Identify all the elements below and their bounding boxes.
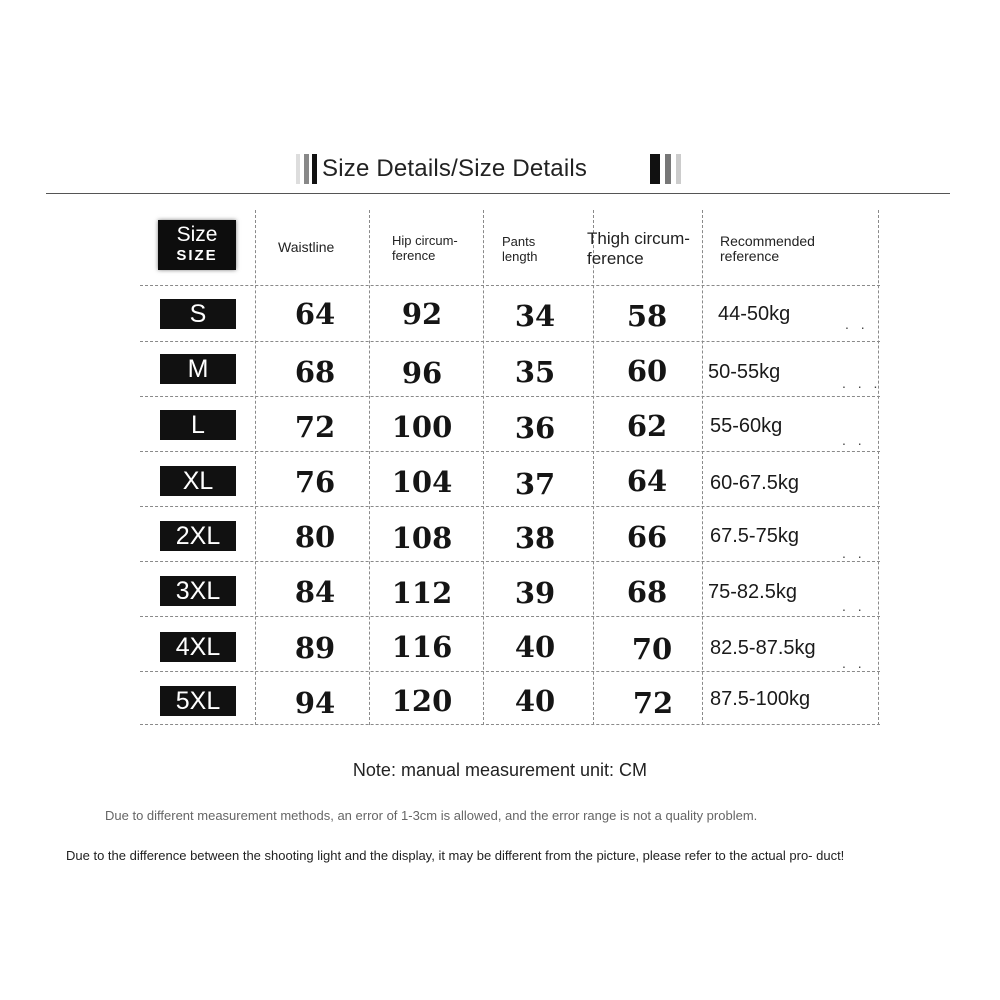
weight-reference: 55-60kg	[710, 415, 783, 437]
pants-value: 34	[514, 299, 556, 333]
recommended-header	[720, 234, 815, 264]
pants-value: 39	[514, 576, 556, 610]
thigh-header	[587, 229, 690, 269]
size-label: XL	[160, 466, 236, 496]
row-divider	[140, 561, 880, 562]
hip-value: 112	[391, 576, 453, 610]
thigh-value: 64	[626, 464, 668, 498]
measurement-note: Note: manual measurement unit: CM	[352, 760, 648, 780]
weight-reference: 50-55kg	[708, 361, 781, 383]
row-divider	[140, 451, 880, 452]
pants-value: 37	[514, 467, 556, 501]
weight-reference: 60-67.5kg	[710, 472, 799, 494]
hip-value: 120	[391, 684, 453, 718]
thigh-header-line1: Thigh circum-	[587, 229, 690, 248]
pants-length-header	[502, 234, 537, 264]
title-divider	[46, 193, 950, 194]
color-disclaimer: Due to the difference between the shooting light and the display, it may be different from the picture, please refer to the actual pro- duct!	[66, 848, 845, 863]
pants-value: 36	[514, 411, 556, 445]
rec-header-line2: reference	[720, 248, 780, 264]
size-label: 2XL	[160, 521, 236, 551]
size-label: 3XL	[160, 576, 236, 606]
weight-reference: 75-82.5kg	[708, 581, 797, 603]
pants-value: 40	[514, 684, 556, 718]
size-label: 5XL	[160, 686, 236, 716]
weight-reference: 87.5-100kg	[710, 688, 811, 710]
size-label: L	[160, 410, 236, 440]
title-bar	[0, 150, 1000, 190]
speck-marks: . .	[842, 432, 866, 448]
waist-value: 72	[294, 410, 336, 444]
hip-value: 104	[391, 465, 453, 499]
waistline-header: Waistline	[278, 239, 335, 255]
waist-value: 68	[294, 355, 336, 389]
size-header-bottom: SIZE	[176, 247, 218, 264]
hip-value: 92	[401, 297, 443, 331]
waist-value: 94	[294, 686, 336, 720]
hip-value: 108	[391, 521, 453, 555]
hip-header-line2: ference	[392, 248, 436, 263]
thigh-value: 70	[631, 632, 673, 666]
pants-value: 40	[514, 630, 556, 664]
pants-value: 35	[514, 355, 556, 389]
waist-value: 84	[294, 575, 336, 609]
rec-header-line1: Recommended	[720, 233, 815, 249]
size-header-top: Size	[176, 223, 218, 246]
hip-header	[392, 233, 458, 263]
row-divider	[140, 506, 880, 507]
speck-marks: . .	[842, 598, 866, 614]
waist-value: 76	[294, 465, 336, 499]
row-divider	[140, 724, 880, 725]
row-divider	[140, 285, 880, 286]
weight-reference: 67.5-75kg	[710, 525, 799, 547]
pants-header-line2: length	[502, 249, 538, 264]
speck-marks: . .	[842, 545, 866, 561]
size-label: 4XL	[160, 632, 236, 662]
hip-header-line1: Hip circum-	[392, 233, 458, 248]
size-label: S	[160, 299, 236, 329]
col-divider	[878, 210, 879, 725]
weight-reference: 44-50kg	[718, 303, 791, 325]
row-divider	[140, 671, 880, 672]
row-divider	[140, 396, 880, 397]
hip-value: 116	[391, 630, 453, 664]
thigh-value: 72	[632, 686, 674, 720]
page-title: Size Details/Size Details	[322, 155, 588, 182]
row-divider	[140, 616, 880, 617]
thigh-value: 68	[626, 575, 668, 609]
col-divider	[255, 210, 256, 725]
pants-header-line1: Pants	[502, 234, 536, 249]
size-label: M	[160, 354, 236, 384]
thigh-value: 60	[626, 354, 668, 388]
speck-marks: . . .	[842, 375, 882, 391]
error-disclaimer: Due to different measurement methods, an error of 1-3cm is allowed, and the error range is not a quality problem.	[105, 808, 758, 823]
pants-value: 38	[514, 521, 556, 555]
speck-marks: . .	[845, 316, 869, 332]
waist-value: 89	[294, 631, 336, 665]
hip-value: 96	[401, 356, 443, 390]
hip-value: 100	[391, 410, 453, 444]
speck-marks: . .	[842, 655, 866, 671]
size-header-badge	[158, 220, 236, 270]
weight-reference: 82.5-87.5kg	[710, 637, 816, 659]
thigh-value: 62	[626, 409, 668, 443]
waist-value: 80	[294, 520, 336, 554]
thigh-value: 58	[626, 299, 668, 333]
col-divider	[702, 210, 703, 725]
thigh-header-line2: ference	[587, 249, 644, 268]
col-divider	[369, 210, 370, 725]
row-divider	[140, 341, 880, 342]
col-divider	[483, 210, 484, 725]
col-divider	[593, 210, 594, 725]
thigh-value: 66	[626, 520, 668, 554]
waist-value: 64	[294, 297, 336, 331]
